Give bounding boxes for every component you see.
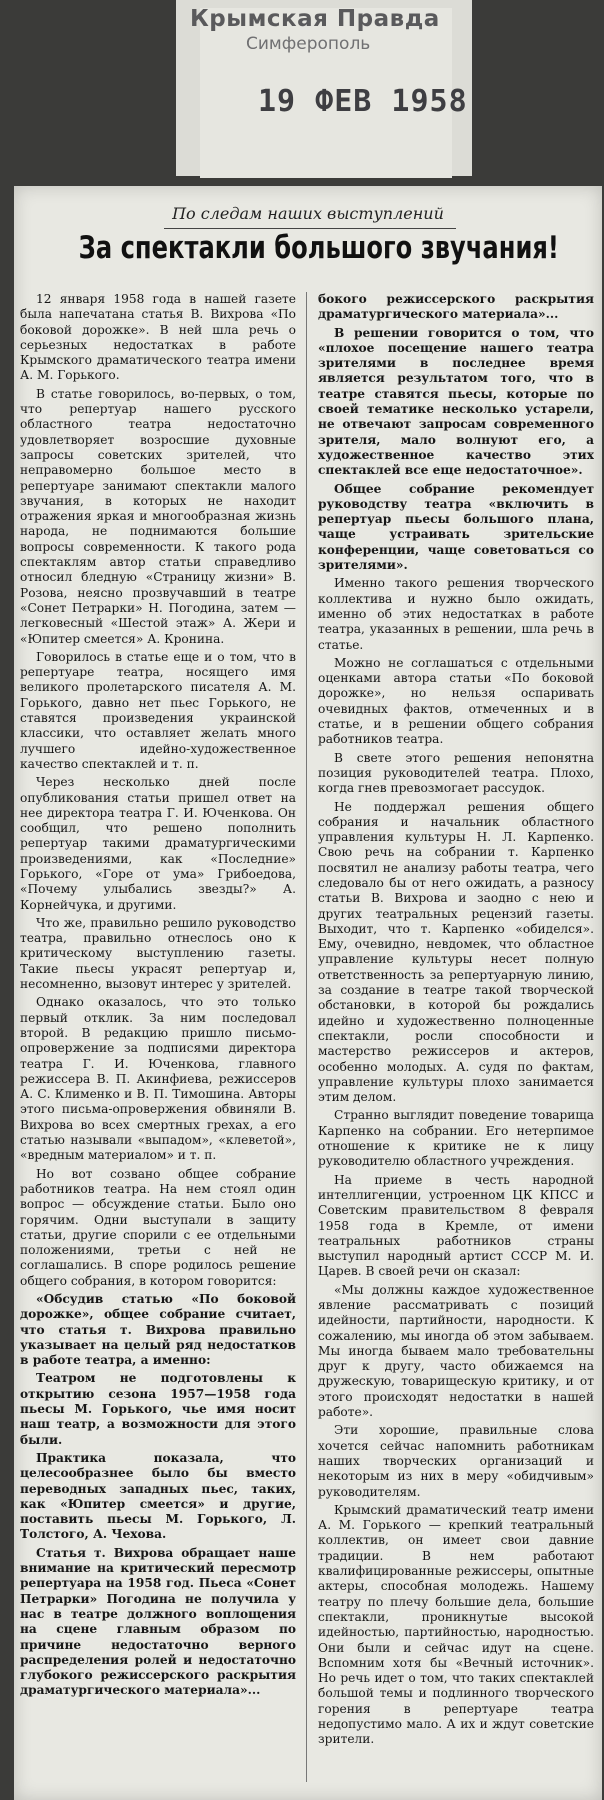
article-paragraph: Общее собрание рекомендует руководству театра «включить в репертуар пьесы большого плана, чаще устраивать зрительские конференции, чаще советоваться со зрителями». bbox=[318, 481, 594, 573]
article-paragraph: бокого режиссерского раскрытия драматургического материала»... bbox=[318, 292, 594, 322]
article-paragraph: «Обсудив статью «По боковой дорожке», общее собрание считает, что статья т. Вихрова правильно указывает на целый ряд недостатков в работе театра, а именно: bbox=[20, 1292, 296, 1368]
article-paragraph: Театром не подготовлены к открытию сезона 1957—1958 года пьесы М. Горького, чье имя носит наш театр, а возможности для этого были. bbox=[20, 1371, 296, 1447]
article-paragraph: Эти хорошие, правильные слова хочется сейчас напомнить работникам наших творческих организаций и некоторым из них в меру «обидчивым» руководителям. bbox=[318, 1423, 594, 1499]
article-paragraph: «Мы должны каждое художественное явление рассматривать с позиций идейности, партийности, народности. К сожалению, мы иногда об этом забываем. Мы иногда бываем мало требовательны друг к другу, часто обижаемся на дружескую, товарищескую критику, и от этого происходят недостатки в нашей работе». bbox=[318, 1282, 594, 1420]
article-paragraph: Именно такого решения творческого коллектива и нужно было ожидать, именно об этих недостатках в работе театра, указанных в решении, шла речь в статье. bbox=[318, 576, 594, 652]
article-paragraph: Что же, правильно решило руководство театра, правильно отнеслось оно к критическому выступлению газеты. Такие пьесы украсят репертуар и, несомненно, вызовут интерес у зрителей. bbox=[20, 915, 296, 992]
article-column-right bbox=[318, 292, 594, 1792]
article-paragraph: Можно не соглашаться с отдельными оценками автора статьи «По боковой дорожке», но нельзя оспаривать очевидных фактов, отмеченных и в статье, и в решении общего собрания работников театра. bbox=[318, 655, 594, 747]
stamp-city: Симферополь bbox=[246, 34, 371, 54]
article-paragraph: Однако оказалось, что это только первый отклик. За ним последовал второй. В редакцию пришло письмо-опровержение за подписями директора театра Г. И. Юченкова, главного режиссера В. П. Акинфиева, режиссеров А. С. Клименко и В. П. Тимошина. Авторы этого письма-опровержения обвиняли В. Вихрова во всех смертных грехах, а его статью называли «выпадом», «клеветой», «вредным материалом» и т. п. bbox=[20, 995, 296, 1163]
article-paragraph: Не поддержал решения общего собрания и начальник областного управления культуры Н. Л. Карпенко. Свою речь на собрании т. Карпенко посвятил не анализу работы театра, чего следовало бы от него ожидать, а разносу статьи В. Вихрова и заодно с нею и других театральных рецензий газеты. Выходит, что т. Карпенко «обиделся». Ему, очевидно, невдомек, что областное управление культуры несет полную ответственность за репертуарную линию, за создание в театре такой творческой обстановки, в которой бы рождались идейно и художественно полноценные спектакли, росли способности и мастерство режиссеров и актеров, особенно молодых. А. судя по фактам, управление культуры плохо занимается этим делом. bbox=[318, 799, 594, 1105]
article-paragraph: В свете этого решения непонятна позиция руководителей театра. Плохо, когда гнев превозмогает рассудок. bbox=[318, 750, 594, 796]
column-divider bbox=[306, 292, 307, 1782]
stamp-newspaper-name: Крымская Правда bbox=[190, 6, 440, 32]
article-column-left bbox=[20, 292, 296, 1792]
article-paragraph: Но вот созвано общее собрание работников театра. На нем стоял один вопрос — обсуждение статьи. Было оно горячим. Одни выступали в защиту статьи, другие спорили с ее отдельными положениями, третьи с ней не соглашались. В споре родилось решение общего собрания, в котором говорится: bbox=[20, 1166, 296, 1288]
article-paragraph: Практика показала, что целесообразнее было бы вместо переводных западных пьес, таких, как «Юпитер смеется» и другие, поставить пьесы М. Горького, Л. Толстого, А. Чехова. bbox=[20, 1450, 296, 1542]
article-headline: За спектакли большого звучания! bbox=[78, 230, 559, 266]
rubric-underline bbox=[164, 228, 456, 229]
newspaper-clipping bbox=[14, 186, 602, 1800]
article-paragraph: 12 января 1958 года в нашей газете была напечатана статья В. Вихрова «По боковой дорожке». В ней шла речь о серьезных недостатках в работе Крымского драматического театра имени А. М. Горького. bbox=[20, 292, 296, 383]
article-paragraph: Говорилось в статье еще и о том, что в репертуаре театра, носящего имя великого пролетарского писателя А. М. Горького, давно нет пьес Горького, не ставятся произведения украинской классики, что оставляет желать много лучшего идейно-художественное качество спектаклей и т. п. bbox=[20, 649, 296, 771]
article-paragraph: В решении говорится о том, что «плохое посещение нашего театра зрителями в последнее время является результатом того, что в театре ставятся пьесы, которые по своей тематике несколько устарели, не отвечают запросам современного зрителя, мало волнуют его, а художественное качество этих спектаклей все еще недостаточное». bbox=[318, 325, 594, 478]
article-paragraph: В статье говорилось, во-первых, о том, что репертуар нашего русского областного театра недостаточно удовлетворяет возросшие духовные запросы советских зрителей, что неправомерно большое место в репертуаре занимают спектакли малого звучания, в которых не находит отражения яркая и многообразная жизнь народа, не поднимаются большие вопросы современности. К такого рода спектаклям автор статьи справедливо относил бледную «Страницу жизни» В. Розова, неясно прозвучавший в театре «Сонет Петрарки» Н. Погодина, затем — легковесный «Шестой этаж» А. Жери и «Юпитер смеется» А. Кронина. bbox=[20, 386, 296, 646]
article-paragraph: Крымский драматический театр имени А. М. Горького — крепкий театральный коллектив, он имеет свои давние традиции. В нем работают квалифицированные режиссеры, опытные актеры, способная молодежь. Нашему театру по плечу большие дела, большие спектакли, проникнутые высокой идейностью, партийностью, народностью. Они были и сейчас идут на сцене. Вспомним хотя бы «Вечный источник». Но речь идет о том, что таких спектаклей большой темы и подлинного творческого горения в репертуаре театра недопустимо мало. А их и ждут советские зрители. bbox=[318, 1502, 594, 1747]
article-paragraph: Странно выглядит поведение товарища Карпенко на собрании. Его нетерпимое отношение к критике не к лицу руководителю областного учреждения. bbox=[318, 1108, 594, 1169]
article-paragraph: На приеме в честь народной интеллигенции, устроенном ЦК КПСС и Советским правительством 8 февраля 1958 года в Кремле, от имени театральных работников страны выступил народный артист СССР М. И. Царев. В своей речи он сказал: bbox=[318, 1172, 594, 1279]
article-paragraph: Статья т. Вихрова обращает наше внимание на критический пересмотр репертуара на 1958 год. Пьеса «Сонет Петрарки» Погодина не получила у нас в театре должного воплощения на сцене главным образом по причине недостаточно верного распределения ролей и недостаточно глубокого режиссерского раскрытия драматургического материала»... bbox=[20, 1545, 296, 1698]
article-paragraph: Через несколько дней после опубликования статьи пришел ответ на нее директора театра Г. И. Юченкова. Он сообщил, что решено пополнить репертуар такими драматургическими произведениями, как «Последние» Горького, «Горе от ума» Грибоедова, «Почему улыбались звезды?» А. Корнейчука, и другими. bbox=[20, 775, 296, 912]
article-rubric: По следам наших выступлений bbox=[172, 204, 444, 223]
stamp-date: 19 ФЕВ 1958 bbox=[258, 84, 468, 119]
